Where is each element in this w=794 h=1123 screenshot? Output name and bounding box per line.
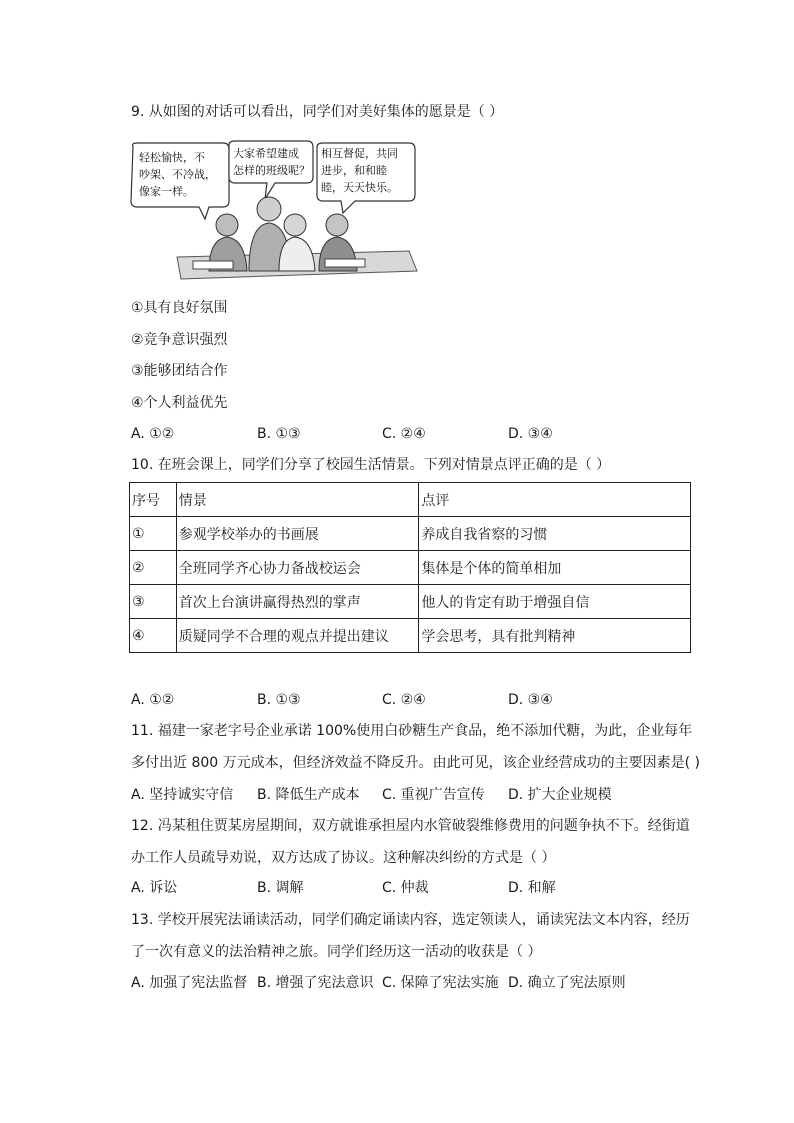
book-right bbox=[325, 259, 365, 267]
bubble-1-line-2: 吵架、不冷战， bbox=[139, 168, 216, 181]
row-comment: 集体是个体的简单相加 bbox=[419, 551, 691, 585]
bubble-2-line-1: 大家希望建成 bbox=[233, 147, 299, 160]
q10-option-b[interactable]: B. ①③ bbox=[257, 692, 301, 708]
q11-option-c[interactable]: C. 重视广告宣传 bbox=[382, 787, 485, 803]
q9-option-b[interactable]: B. ①③ bbox=[257, 426, 301, 442]
row-index: ③ bbox=[130, 585, 177, 619]
q12-stem-line-2: 办工作人员疏导劝说，双方达成了协议。这种解决纠纷的方式是（ ） bbox=[131, 850, 556, 866]
q11-option-a[interactable]: A. 坚持诚实守信 bbox=[131, 787, 234, 803]
row-comment: 他人的肯定有助于增强自信 bbox=[419, 585, 691, 619]
q13-option-c[interactable]: C. 保障了宪法实施 bbox=[382, 975, 499, 991]
q10-scenario-table bbox=[129, 482, 691, 653]
q9-option-d[interactable]: D. ③④ bbox=[508, 426, 553, 442]
row-scenario: 全班同学齐心协力备战校运会 bbox=[176, 551, 419, 585]
row-scenario: 参观学校举办的书画展 bbox=[176, 517, 419, 551]
row-index: ② bbox=[130, 551, 177, 585]
q12-option-b[interactable]: B. 调解 bbox=[257, 880, 304, 896]
bubble-1-line-1: 轻松愉快，不 bbox=[139, 151, 205, 164]
classroom-dialogue-illustration bbox=[129, 139, 421, 281]
q12-options bbox=[131, 878, 691, 898]
q13-stem-line-1: 13. 学校开展宪法诵读活动，同学们确定诵读内容，选定领读人，诵读宪法文本内容，经历 bbox=[131, 912, 690, 928]
table-row bbox=[130, 585, 691, 619]
q9-item-4: ④个人利益优先 bbox=[131, 395, 228, 411]
book-left bbox=[193, 261, 233, 269]
q13-option-d[interactable]: D. 确立了宪法原则 bbox=[508, 975, 626, 991]
q9-item-3: ③能够团结合作 bbox=[131, 363, 228, 379]
q9-option-a[interactable]: A. ①② bbox=[131, 426, 175, 442]
q11-option-b[interactable]: B. 降低生产成本 bbox=[257, 787, 360, 803]
q13-stem-line-2: 了一次有意义的法治精神之旅。同学们经历这一活动的收获是（ ） bbox=[131, 944, 542, 960]
q10-options bbox=[131, 690, 691, 710]
header-index: 序号 bbox=[130, 483, 177, 517]
bubble-3-line-3: 睦，天天快乐。 bbox=[321, 181, 398, 194]
row-scenario: 质疑同学不合理的观点并提出建议 bbox=[176, 619, 419, 653]
q11-option-d[interactable]: D. 扩大企业规模 bbox=[508, 787, 612, 803]
q9-options bbox=[131, 424, 691, 444]
q11-stem-line-1: 11. 福建一家老字号企业承诺 100%使用白砂糖生产食品，绝不添加代糖，为此，企业每年 bbox=[131, 723, 693, 739]
q10-option-c[interactable]: C. ②④ bbox=[382, 692, 426, 708]
header-comment: 点评 bbox=[419, 483, 691, 517]
row-index: ④ bbox=[130, 619, 177, 653]
q11-options bbox=[131, 785, 691, 805]
row-index: ① bbox=[130, 517, 177, 551]
q13-options bbox=[131, 973, 691, 993]
row-comment: 学会思考，具有批判精神 bbox=[419, 619, 691, 653]
bubble-3-line-2: 进步，和和睦 bbox=[321, 164, 387, 177]
bubble-2-line-2: 怎样的班级呢？ bbox=[233, 164, 310, 177]
q12-option-c[interactable]: C. 仲裁 bbox=[382, 880, 429, 896]
q12-option-a[interactable]: A. 诉讼 bbox=[131, 880, 178, 896]
bubble-3-line-1: 相互督促，共同 bbox=[321, 147, 398, 160]
q13-option-a[interactable]: A. 加强了宪法监督 bbox=[131, 975, 248, 991]
q13-option-b[interactable]: B. 增强了宪法意识 bbox=[257, 975, 374, 991]
q12-option-d[interactable]: D. 和解 bbox=[508, 880, 556, 896]
q9-item-1: ①具有良好氛围 bbox=[131, 300, 228, 316]
table-header-row bbox=[130, 483, 691, 517]
table-row bbox=[130, 517, 691, 551]
q10-option-d[interactable]: D. ③④ bbox=[508, 692, 553, 708]
table-row bbox=[130, 551, 691, 585]
bubble-1-line-3: 像家一样。 bbox=[139, 185, 194, 198]
q12-stem-line-1: 12. 冯某租住贾某房屋期间，双方就谁承担屋内水管破裂维修费用的问题争执不下。经街道 bbox=[131, 818, 690, 834]
q9-item-2: ②竞争意识强烈 bbox=[131, 332, 228, 348]
q9-option-c[interactable]: C. ②④ bbox=[382, 426, 426, 442]
q10-option-a[interactable]: A. ①② bbox=[131, 692, 175, 708]
row-scenario: 首次上台演讲赢得热烈的掌声 bbox=[176, 585, 419, 619]
q11-stem-line-2: 多付出近 800 万元成本，但经济效益不降反升。由此可见，该企业经营成功的主要因素是( ) bbox=[131, 755, 700, 771]
table-row bbox=[130, 619, 691, 653]
q10-stem: 10. 在班会课上，同学们分享了校园生活情景。下列对情景点评正确的是（ ） bbox=[131, 457, 611, 473]
header-scenario: 情景 bbox=[176, 483, 419, 517]
q9-stem: 9. 从如图的对话可以看出，同学们对美好集体的愿景是（ ） bbox=[131, 104, 504, 120]
row-comment: 养成自我省察的习惯 bbox=[419, 517, 691, 551]
